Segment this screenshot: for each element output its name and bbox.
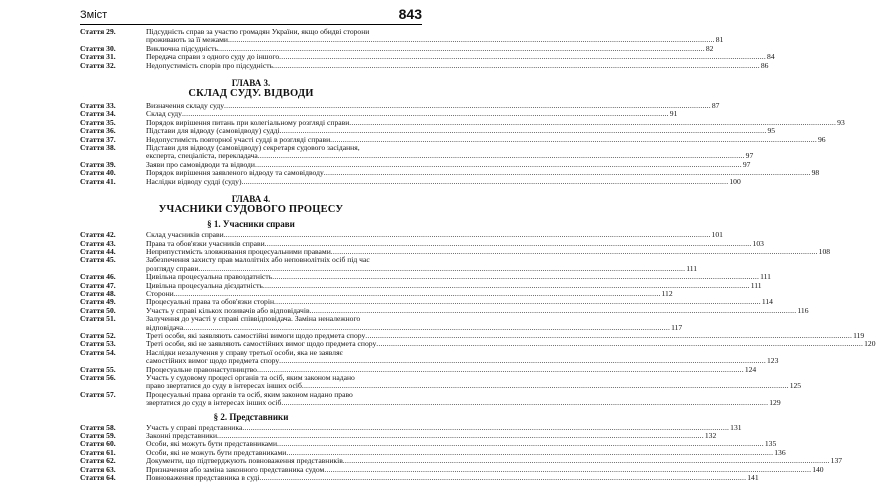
toc-entry xyxy=(80,389,781,408)
article-page: 120 xyxy=(864,339,876,349)
article-title: Наслідки незалучення у справу третьої особи, яка не заявляє xyxy=(146,347,343,357)
article-number: Стаття 39. xyxy=(80,159,116,169)
article-number: Стаття 50. xyxy=(80,305,116,315)
toc-block-chapter-2-tail xyxy=(80,27,775,70)
running-head: Зміст xyxy=(80,9,108,21)
dot-leader xyxy=(242,178,729,186)
toc-entry xyxy=(80,143,754,161)
dot-leader xyxy=(273,62,760,70)
article-title: Підстави для відводу (самовідводу) секретаря судового засідання, xyxy=(146,143,360,153)
chapter-3-heading: ГЛАВА 3. xyxy=(231,78,271,89)
article-title: Особи, які не можуть бути представниками xyxy=(146,447,287,457)
article-number: Стаття 32. xyxy=(80,60,116,70)
article-title: Забезпечення захисту прав малолітніх або неповнолітніх осіб під час xyxy=(146,255,370,265)
article-number: Стаття 45. xyxy=(80,255,116,265)
article-number: Стаття 60. xyxy=(80,439,116,449)
dot-leader xyxy=(259,474,746,482)
article-title: Цивільна процесуальна дієздатність xyxy=(146,280,263,290)
article-page: 123 xyxy=(766,356,779,366)
toc-block-section-2 xyxy=(80,422,843,483)
article-number: Стаття 61. xyxy=(80,447,116,457)
article-title: Передача справи з одного суду до іншого xyxy=(146,52,280,62)
article-page: 97 xyxy=(742,159,751,169)
article-number: Стаття 55. xyxy=(80,364,116,374)
article-number: Стаття 64. xyxy=(80,473,116,483)
article-number: Стаття 30. xyxy=(80,43,116,53)
toc-entry xyxy=(80,373,802,391)
article-number: Стаття 57. xyxy=(80,389,116,399)
article-title: Участь у справі кількох позивачів або відповідачів xyxy=(146,305,310,315)
article-page: 91 xyxy=(669,109,678,119)
article-page: 132 xyxy=(704,431,717,441)
toc-entry xyxy=(80,473,759,483)
article-title: Права та обов'язки учасників справи xyxy=(146,238,265,248)
article-number: Стаття 42. xyxy=(80,230,116,240)
article-page: 82 xyxy=(705,43,714,53)
article-number: Стаття 47. xyxy=(80,280,116,290)
article-number: Стаття 46. xyxy=(80,272,116,282)
toc-entry xyxy=(80,27,724,45)
article-page: 136 xyxy=(774,447,786,457)
article-number: Стаття 40. xyxy=(80,168,116,178)
article-page: 97 xyxy=(745,151,754,161)
article-page: 141 xyxy=(747,473,759,483)
page-number: 843 xyxy=(398,6,422,22)
article-title: Сторони xyxy=(146,288,174,298)
article-number: Стаття 53. xyxy=(80,339,116,349)
article-title: Недопустимість спорів про підсудність xyxy=(146,60,273,70)
dot-leader xyxy=(281,399,768,407)
article-title: Заяви про самовідводи та відводи xyxy=(146,159,255,169)
article-page: 125 xyxy=(789,381,802,391)
article-title: Виключна підсудність xyxy=(146,43,218,53)
chapter-3-title: СКЛАД СУДУ. ВІДВОДИ xyxy=(188,88,314,100)
article-page: 137 xyxy=(830,456,843,466)
dot-leader xyxy=(310,307,797,315)
article-title-continued: право звертатися до суду в інтересах інших осіб xyxy=(146,381,302,391)
article-number: Стаття 44. xyxy=(80,246,116,256)
article-page: 111 xyxy=(686,263,698,273)
article-title: Процесуальне правонаступництво xyxy=(146,364,257,374)
article-title: Порядок вирішення питань при колегіальному розгляді справи xyxy=(146,117,350,127)
article-number: Стаття 34. xyxy=(80,109,116,119)
article-number: Стаття 62. xyxy=(80,456,116,466)
article-page: 116 xyxy=(797,305,809,315)
article-title: Повноваження представника в суді xyxy=(146,473,260,483)
article-title: Призначення або заміна законного представника судом xyxy=(146,464,325,474)
article-title: Особи, які можуть бути представниками xyxy=(146,439,278,449)
toc-block-chapter-3 xyxy=(80,101,845,186)
toc-block-section-1 xyxy=(80,230,876,408)
toc-entry xyxy=(80,314,683,332)
article-page: 100 xyxy=(729,176,741,186)
article-page: 103 xyxy=(752,238,764,248)
article-title-continued: експерта, спеціаліста, перекладача xyxy=(146,151,258,161)
article-page: 93 xyxy=(837,117,845,127)
article-page: 119 xyxy=(853,330,865,340)
toc-entry-line xyxy=(80,398,781,408)
article-page: 131 xyxy=(730,422,742,432)
chapter-4-heading: ГЛАВА 4. xyxy=(231,194,271,205)
article-title: Законні представники xyxy=(146,431,218,441)
article-page: 129 xyxy=(769,398,781,408)
article-title-continued: розгляду справи xyxy=(146,263,199,273)
article-title: Цивільна процесуальна правоздатність xyxy=(146,272,273,282)
dot-leader xyxy=(330,136,817,144)
article-title: Підсудність справ за участю громадян України, якщо обидві сторони xyxy=(146,27,370,36)
article-number: Стаття 33. xyxy=(80,101,116,111)
article-page: 81 xyxy=(715,35,724,45)
article-title: Документи, що підтверджують повноваження представників xyxy=(146,456,343,466)
article-title: Участь у справі представника xyxy=(146,422,243,432)
dot-leader xyxy=(376,340,863,348)
article-title: Наслідки відводу судді (суду) xyxy=(146,176,242,186)
table-of-contents xyxy=(80,27,876,483)
article-title: Процесуальні права та обов'язки сторін xyxy=(146,297,275,307)
article-number: Стаття 38. xyxy=(80,143,116,153)
article-number: Стаття 43. xyxy=(80,238,116,248)
article-number: Стаття 48. xyxy=(80,288,116,298)
article-page: 101 xyxy=(711,230,723,240)
toc-entry xyxy=(80,176,741,186)
article-number: Стаття 31. xyxy=(80,52,116,62)
article-number: Стаття 56. xyxy=(80,373,116,382)
section-2-heading: § 2. Представники xyxy=(213,411,289,422)
article-title: Недопустимість повторної участі судді в розгляді справи xyxy=(146,134,331,144)
article-page: 117 xyxy=(671,322,683,332)
toc-entry xyxy=(80,60,769,70)
article-number: Стаття 36. xyxy=(80,126,116,136)
article-page: 112 xyxy=(661,288,673,298)
article-title: Склад учасників справи xyxy=(146,230,224,240)
article-title: Порядок вирішення заявленого відводу та самовідводу xyxy=(146,168,324,178)
article-page: 114 xyxy=(761,297,773,307)
article-title: Треті особи, які заявляють самостійні вимоги щодо предмета спору xyxy=(146,330,366,340)
toc-entry xyxy=(80,347,779,366)
article-number: Стаття 41. xyxy=(80,176,116,186)
dot-leader xyxy=(302,382,789,390)
article-title: Склад суду xyxy=(146,109,182,119)
dot-leader xyxy=(331,248,818,256)
page-header xyxy=(80,2,422,25)
article-title-continued: самостійних вимог щодо предмета спору xyxy=(146,356,280,366)
article-page: 124 xyxy=(744,364,757,374)
article-number: Стаття 59. xyxy=(80,431,116,441)
article-page: 135 xyxy=(764,439,777,449)
article-number: Стаття 37. xyxy=(80,134,116,144)
article-number: Стаття 58. xyxy=(80,422,116,432)
article-page: 111 xyxy=(750,280,762,290)
article-title: Визначення складу суду xyxy=(146,101,224,111)
article-title: Неприпустимість зловживання процесуальними правами xyxy=(146,246,331,256)
article-page: 84 xyxy=(767,52,775,62)
article-title: Процесуальні права органів та осіб, яким законом надано право xyxy=(146,389,353,399)
article-number: Стаття 54. xyxy=(80,347,116,357)
article-page: 96 xyxy=(818,134,826,144)
section-1-heading: § 1. Учасники справи xyxy=(207,219,295,230)
article-title-continued: відповідача xyxy=(146,322,184,332)
article-number: Стаття 49. xyxy=(80,297,116,307)
article-number: Стаття 51. xyxy=(80,314,116,324)
article-title: Треті особи, які не заявляють самостійних вимог щодо предмета спору xyxy=(146,339,377,349)
article-page: 87 xyxy=(711,101,720,111)
article-page: 95 xyxy=(767,126,776,136)
article-page: 140 xyxy=(812,464,824,474)
article-page: 98 xyxy=(811,168,820,178)
article-page: 108 xyxy=(818,246,831,256)
article-number: Стаття 63. xyxy=(80,464,116,474)
article-number: Стаття 29. xyxy=(80,27,116,36)
article-title-continued: проживають за її межами xyxy=(146,35,228,45)
article-number: Стаття 52. xyxy=(80,330,116,340)
article-title-continued: звертатися до суду в інтересах інших осіб xyxy=(146,398,282,408)
article-title: Участь у судовому процесі органів та осіб, яким законом надано xyxy=(146,373,355,382)
article-title: Залучення до участі у справі співвідповідача. Заміна неналежного xyxy=(146,314,361,324)
chapter-4-title: УЧАСНИКИ СУДОВОГО ПРОЦЕСУ xyxy=(158,204,344,216)
article-title: Підстави для відводу (самовідводу) судді xyxy=(146,126,280,136)
article-page: 111 xyxy=(760,272,771,282)
toc-entry xyxy=(80,255,698,273)
article-number: Стаття 35. xyxy=(80,117,116,127)
article-page: 86 xyxy=(760,60,769,70)
